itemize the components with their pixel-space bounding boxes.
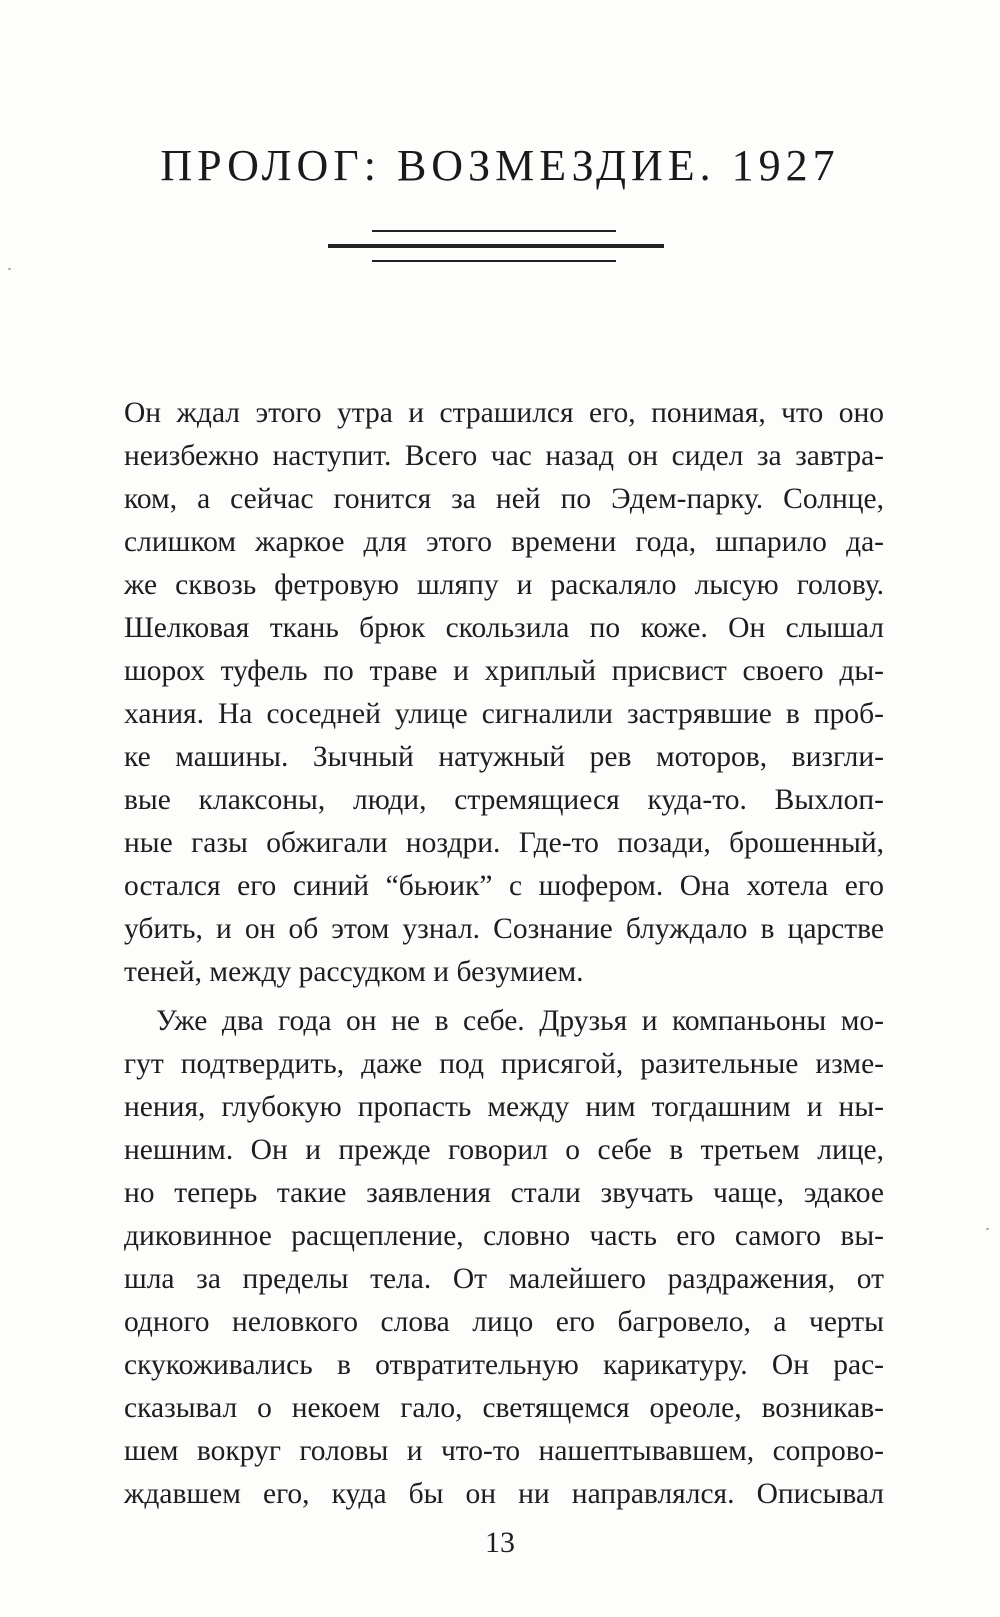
- text-line: сказывал о некоем гало, светящемся ореоле, возникав-: [124, 1392, 884, 1424]
- text-line: шорох туфель по траве и хриплый присвист своего ды-: [124, 655, 884, 687]
- page-number: 13: [485, 1526, 515, 1559]
- chapter-title: ПРОЛОГ: ВОЗМЕЗДИЕ. 1927: [160, 141, 840, 190]
- ornament-line-bottom: [372, 260, 616, 262]
- text-line: убить, и он об этом узнал. Сознание блуждало в царстве: [124, 913, 884, 945]
- text-line: ком, а сейчас гонится за ней по Эдем-парку. Солнце,: [124, 483, 884, 515]
- paragraph-2: [124, 1000, 884, 1516]
- ornament-line-middle: [328, 244, 664, 248]
- text-line: Он ждал этого утра и страшился его, понимая, что оно: [124, 397, 884, 429]
- text-line: диковинное расщепление, словно часть его самого вы-: [124, 1220, 884, 1252]
- text-line: ке машины. Зычный натужный рев моторов, визгли-: [124, 741, 884, 773]
- text-line: хания. На соседней улице сигналили застрявшие в проб-: [124, 698, 884, 730]
- text-line: ждавшем его, куда бы он ни направлялся. Описывал: [124, 1478, 884, 1510]
- paragraph-1: [124, 392, 884, 994]
- text-line: Уже два года он не в себе. Друзья и компаньоны мо-: [156, 1005, 884, 1037]
- ornament-line-top: [372, 230, 616, 232]
- text-line: шем вокруг головы и что-то нашептывавшем, сопрово-: [124, 1435, 884, 1467]
- text-line: шла за пределы тела. От малейшего раздражения, от: [124, 1263, 884, 1295]
- paper-speck: [8, 268, 11, 270]
- text-line: но теперь такие заявления стали звучать чаще, эдакое: [124, 1177, 884, 1209]
- text-line: одного неловкого слова лицо его багровело, а черты: [124, 1306, 884, 1338]
- text-line: же сквозь фетровую шляпу и раскаляло лысую голову.: [124, 569, 884, 601]
- text-line: вые клаксоны, люди, стремящиеся куда-то. Выхлоп-: [124, 784, 884, 816]
- text-line: слишком жаркое для этого времени года, шпарило да-: [124, 526, 884, 558]
- text-line: Шелковая ткань брюк скользила по коже. Он слышал: [124, 612, 884, 644]
- text-line: теней, между рассудком и безумием.: [124, 956, 584, 988]
- text-line: гут подтвердить, даже под присягой, разительные изме-: [124, 1048, 884, 1080]
- text-line: остался его синий “бьюик” с шофером. Она хотела его: [124, 870, 884, 902]
- paper-speck: [986, 1228, 989, 1230]
- text-line: скукоживались в отвратительную карикатуру. Он рас-: [124, 1349, 884, 1381]
- body-text: [124, 392, 884, 1516]
- text-line: нешним. Он и прежде говорил о себе в третьем лице,: [124, 1134, 884, 1166]
- title-ornament-rule: [328, 230, 664, 264]
- text-line: ные газы обжигали ноздри. Где-то позади, брошенный,: [124, 827, 884, 859]
- text-line: неизбежно наступит. Всего час назад он сидел за завтра-: [124, 440, 884, 472]
- text-line: нения, глубокую пропасть между ним тогдашним и ны-: [124, 1091, 884, 1123]
